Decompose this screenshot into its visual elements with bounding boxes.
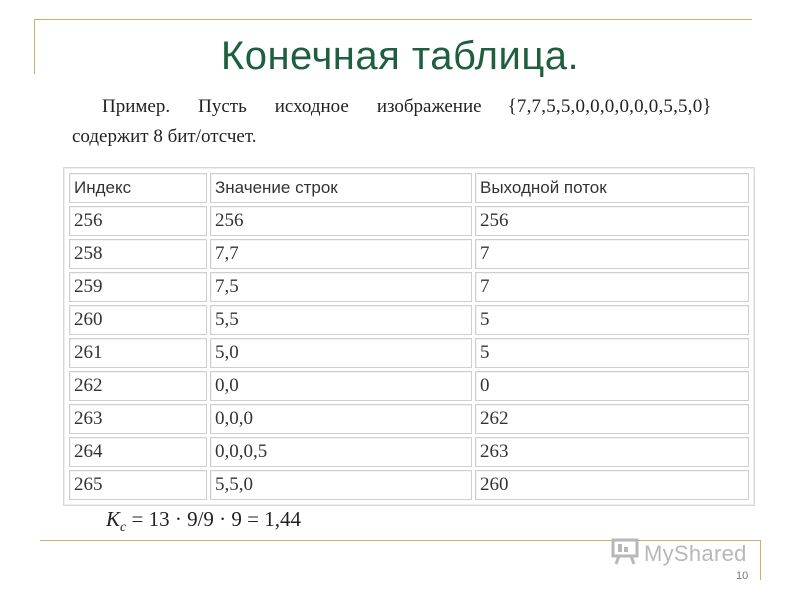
- cell-index: 258: [69, 239, 207, 269]
- cell-output: 7: [475, 239, 749, 269]
- intro-word: изображение: [376, 96, 482, 117]
- logo-text: MyShared: [644, 540, 747, 566]
- header-string-value: Значение строк: [210, 173, 472, 203]
- cell-string-value: 5,5: [210, 305, 472, 335]
- cell-output: 7: [475, 272, 749, 302]
- cell-output: 5: [475, 305, 749, 335]
- cell-index: 264: [69, 437, 207, 467]
- formula-expression: = 13 · 9/9 · 9 = 1,44: [126, 507, 301, 531]
- top-rule: [34, 19, 752, 20]
- cell-string-value: 256: [210, 206, 472, 236]
- right-rule: [760, 540, 761, 580]
- intro-line-2: содержит 8 бит/отсчет.: [72, 126, 257, 147]
- cell-string-value: 7,5: [210, 272, 472, 302]
- cell-output: 256: [475, 206, 749, 236]
- cell-string-value: 7,7: [210, 239, 472, 269]
- table-row: [69, 371, 749, 401]
- cell-string-value: 0,0,0,5: [210, 437, 472, 467]
- header-output-stream: Выходной поток: [475, 173, 749, 203]
- table-row: [69, 338, 749, 368]
- cell-output: 260: [475, 470, 749, 500]
- cell-string-value: 5,0: [210, 338, 472, 368]
- intro-word: Пусть: [198, 96, 247, 117]
- table-header-row: [69, 173, 749, 203]
- table-row: [69, 272, 749, 302]
- cell-index: 256: [69, 206, 207, 236]
- formula-k: K: [106, 507, 121, 531]
- cell-index: 265: [69, 470, 207, 500]
- compression-ratio-formula: [106, 507, 301, 536]
- table-row: [69, 470, 749, 500]
- table-row: [69, 404, 749, 434]
- cell-index: 262: [69, 371, 207, 401]
- intro-line-1: [72, 92, 742, 122]
- myshared-logo: [610, 536, 747, 571]
- table-row: [69, 305, 749, 335]
- cell-index: 260: [69, 305, 207, 335]
- presentation-board-icon: [610, 536, 640, 571]
- cell-output: 263: [475, 437, 749, 467]
- cell-string-value: 0,0: [210, 371, 472, 401]
- slide-title: Конечная таблица.: [220, 34, 580, 78]
- page-number: 10: [736, 570, 749, 582]
- cell-index: 263: [69, 404, 207, 434]
- intro-word: исходное: [274, 96, 349, 117]
- cell-output: 0: [475, 371, 749, 401]
- table-row: [69, 206, 749, 236]
- cell-string-value: 0,0,0: [210, 404, 472, 434]
- header-index: Индекс: [69, 173, 207, 203]
- lzw-table: [63, 167, 755, 506]
- cell-index: 261: [69, 338, 207, 368]
- formula-subscript: c: [120, 520, 127, 536]
- cell-string-value: 5,5,0: [210, 470, 472, 500]
- cell-output: 262: [475, 404, 749, 434]
- table-row: [69, 239, 749, 269]
- intro-text: [72, 92, 742, 152]
- table-row: [69, 437, 749, 467]
- cell-output: 5: [475, 338, 749, 368]
- pixel-set: {7,7,5,5,0,0,0,0,0,0,5,5,0}: [507, 96, 712, 117]
- cell-index: 259: [69, 272, 207, 302]
- intro-word: Пример.: [102, 96, 171, 117]
